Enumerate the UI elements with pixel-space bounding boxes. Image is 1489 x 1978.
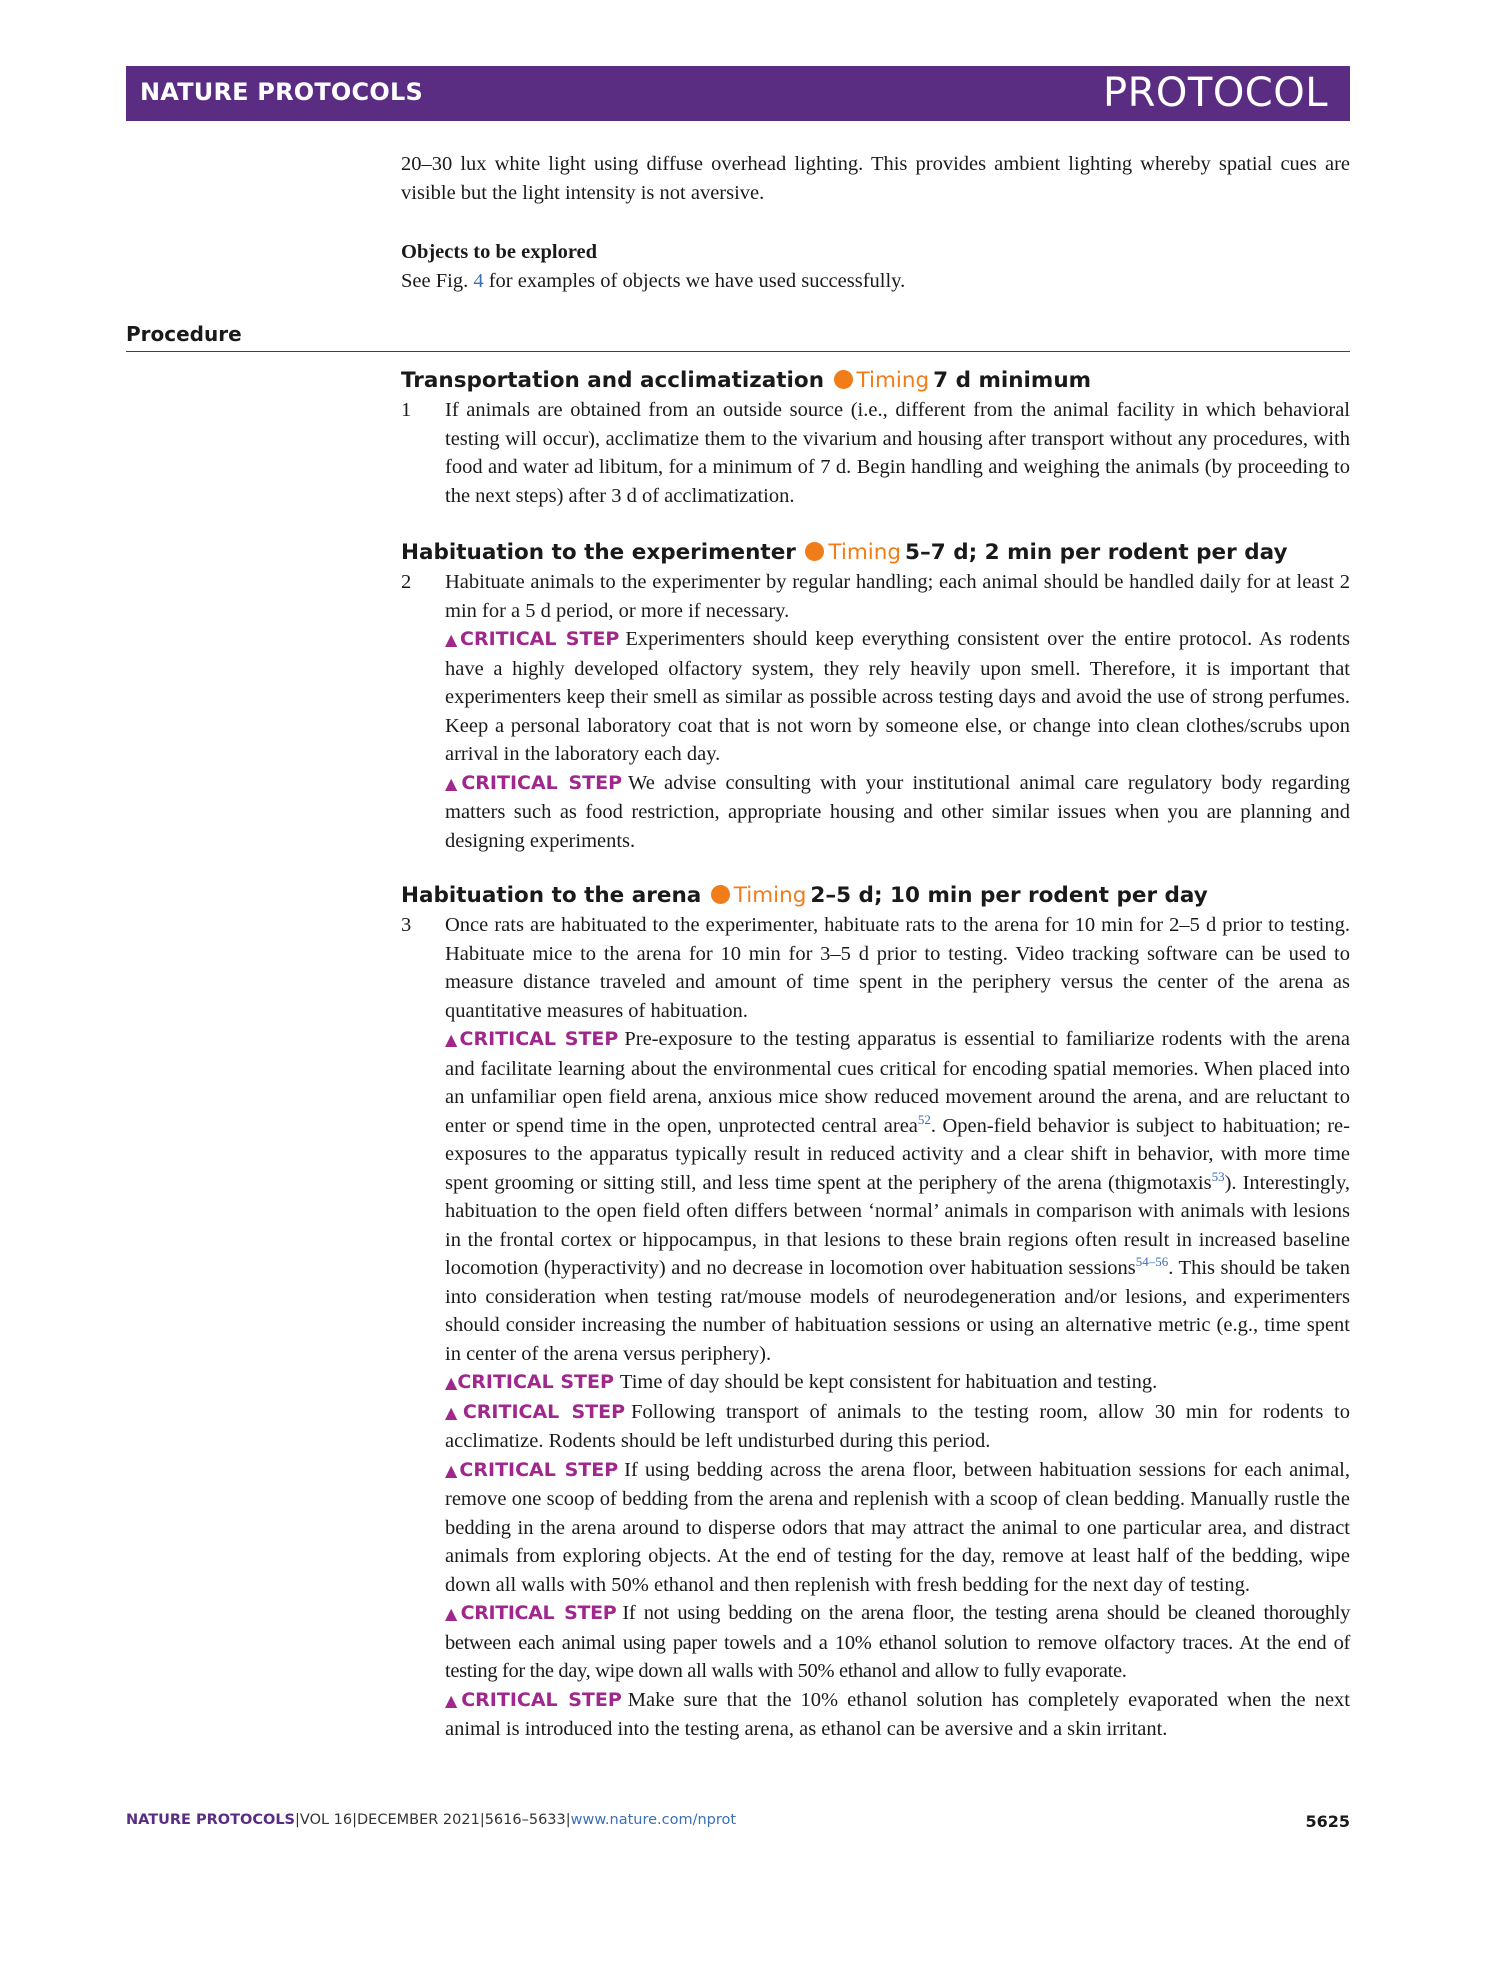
- critical-step: ▲CRITICAL STEP If using bedding across the arena floor, between habituation sessions for each animal, remove one scoop of bedding from the arena and replenish with a scoop of clean bedding. Manually rustle the bedding in the arena around to disperse odors that may attract the animal to one particular area, and distract animals from exploring objects. At the end of testing for the day, remove at least half of the bedding, wipe down all walls with 50% ethanol and then replenish with fresh bedding for the next day of testing.: [445, 1458, 1351, 1596]
- warning-triangle-icon: ▲: [445, 1460, 460, 1480]
- step-number: 3: [401, 914, 412, 936]
- critical-step: ▲CRITICAL STEP Time of day should be kept consistent for habituation and testing.: [445, 1371, 1158, 1393]
- timing-value: 7 d minimum: [933, 368, 1092, 393]
- step-text: If animals are obtained from an outside source (i.e., different from the animal facility in which behavioral testing will occur), acclimatize them to the vivarium and housing after transport without any procedures, with food and water ad libitum, for a minimum of 7 d. Begin handling and weighing the animals (by proceeding to the next steps) after 3 d of acclimatization.: [445, 399, 1350, 507]
- critical-step: ▲CRITICAL STEP Following transport of animals to the testing room, allow 30 min for rodents to acclimatize. Rodents should be left undisturbed during this period.: [445, 1400, 1351, 1452]
- step-2: [401, 568, 1350, 855]
- objects-heading: Objects to be explored: [401, 241, 598, 263]
- critical-step-label: ▲CRITICAL STEP: [445, 1400, 626, 1423]
- timing-value: 5–7 d; 2 min per rodent per day: [905, 540, 1288, 565]
- critical-step: ▲CRITICAL STEP If not using bedding on the arena floor, the testing arena should be cleaned thoroughly between each animal using paper towels and a 10% ethanol solution to remove olfactory traces. At the end of testing for the day, wipe down all walls with 50% ethanol and allow to fully evaporate.: [445, 1602, 1350, 1682]
- warning-triangle-icon: ▲: [445, 1030, 460, 1049]
- step-text: Habituate animals to the experimenter by regular handling; each animal should be handled daily for at least 2 min for a 5 d period, or more if necessary.: [445, 571, 1350, 622]
- footer-journal: NATURE PROTOCOLS: [126, 1812, 296, 1828]
- section-title: Habituation to the arena Timing 2–5 d; 10 min per rodent per day: [401, 883, 1208, 908]
- critical-step: ▲CRITICAL STEP Make sure that the 10% ethanol solution has completely evaporated when the next animal is introduced into the testing arena, as ethanol can be aversive and a skin irritant.: [445, 1688, 1350, 1740]
- section-arena: [401, 881, 1350, 1744]
- objects-section: [401, 238, 1350, 295]
- step-1: [401, 396, 1350, 510]
- article-type: PROTOCOL: [1102, 70, 1328, 116]
- step-text: Once rats are habituated to the experimenter, habituate rats to the arena for 10 min for 2–5 d prior to testing. Habituate mice to the arena for 10 min for 3–5 d prior to testing. Video tracking software can be used to measure distance traveled and amount of time spent in the periphery versus the center of the arena as quantitative measures of habituation.: [445, 914, 1350, 1022]
- timing-dot-icon: [711, 885, 730, 904]
- step-3: [401, 911, 1350, 1744]
- intro-text: 20–30 lux white light using diffuse overhead lighting. This provides ambient lighting whereby spatial cues are visible but the light intensity is not aversive.: [401, 153, 1350, 204]
- footer-url-link[interactable]: www.nature.com/nprot: [570, 1812, 737, 1828]
- section-experimenter: [401, 538, 1350, 855]
- critical-step-label: ▲CRITICAL STEP: [445, 1028, 619, 1050]
- warning-triangle-icon: ▲: [445, 630, 461, 649]
- critical-step-label: ▲CRITICAL STEP: [445, 628, 620, 650]
- critical-step-label: ▲CRITICAL STEP: [445, 1458, 619, 1481]
- warning-triangle-icon: ▲: [445, 1604, 461, 1623]
- warning-triangle-icon: ▲: [445, 1402, 463, 1422]
- section-title: Habituation to the experimenter Timing 5–7 d; 2 min per rodent per day: [401, 540, 1288, 565]
- journal-name: NATURE PROTOCOLS: [140, 78, 423, 106]
- section-transportation: [401, 366, 1350, 510]
- reference-link[interactable]: 54–56: [1135, 1254, 1169, 1270]
- timing-dot-icon: [834, 370, 853, 389]
- warning-triangle-icon: ▲: [445, 1690, 462, 1710]
- critical-step: ▲CRITICAL STEP We advise consulting with your institutional animal care regulatory body regarding matters such as food restriction, appropriate housing and other similar issues when you are planning and designing experiments.: [445, 771, 1350, 852]
- reference-link[interactable]: 52: [917, 1111, 931, 1127]
- objects-text: See Fig. 4 for examples of objects we have used successfully.: [401, 269, 906, 292]
- timing-value: 2–5 d; 10 min per rodent per day: [810, 883, 1208, 908]
- procedure-divider: [126, 351, 1350, 352]
- step-number: 2: [401, 571, 412, 593]
- warning-triangle-icon: ▲: [445, 1373, 458, 1392]
- reference-link[interactable]: 53: [1211, 1168, 1225, 1184]
- critical-step: ▲CRITICAL STEP Experimenters should keep everything consistent over the entire protocol. As rodents have a highly developed olfactory system, they rely heavily upon smell. Therefore, it is important that experimenters keep their smell as similar as possible across testing days and avoid the use of strong perfumes. Keep a personal laboratory coat that is not worn by someone else, or change into clean clothes/scrubs upon arrival in the laboratory each day.: [445, 628, 1351, 765]
- footer-citation: |VOL 16|DECEMBER 2021|5616–5633|: [295, 1812, 571, 1828]
- critical-step-label: ▲CRITICAL STEP: [445, 1602, 617, 1624]
- step-number: 1: [401, 399, 412, 421]
- critical-step-label: ▲CRITICAL STEP: [445, 771, 622, 794]
- page-footer: [126, 1812, 1350, 1831]
- procedure-heading: Procedure: [126, 322, 242, 346]
- journal-banner: [126, 66, 1350, 121]
- figure-link[interactable]: 4: [473, 269, 484, 292]
- critical-step: ▲CRITICAL STEP Pre-exposure to the testing apparatus is essential to familiarize rodents with the arena and facilitate learning about the environmental cues critical for encoding spatial memories. When placed into an unfamiliar open field arena, anxious mice show reduced movement around the arena, and are reluctant to enter or spend time in the open, unprotected central area$^{52}$. Open-field behavior is subject to habituation; re-exposures to the apparatus typically result in reduced activity and a clear shift in behavior, with more time spent grooming or sitting still, and less time spent at the periphery of the arena (thigmotaxis$^{53}$). Interestingly, habituation to the open field often differs between ‘normal’ animals in comparison with animals with lesions in the frontal cortex or hippocampus, in that lesions to these brain regions often result in increased baseline locomotion (hyperactivity) and no decrease in locomotion over habituation sessions$^{54-56}$. This should be taken into consideration when testing rat/mouse models of neurodegeneration and/or lesions, and experimenters should consider increasing the number of habituation sessions or using an alternative metric (e.g., time spent in center of the arena versus periphery).: [445, 1028, 1351, 1365]
- page-number: 5625: [1305, 1812, 1350, 1831]
- warning-triangle-icon: ▲: [445, 773, 462, 793]
- timing-dot-icon: [805, 542, 824, 561]
- section-title: Transportation and acclimatization Timing 7 d minimum: [401, 368, 1092, 393]
- critical-step-label: ▲CRITICAL STEP: [445, 1371, 614, 1393]
- critical-step-label: ▲CRITICAL STEP: [445, 1688, 622, 1711]
- intro-section: [401, 150, 1350, 207]
